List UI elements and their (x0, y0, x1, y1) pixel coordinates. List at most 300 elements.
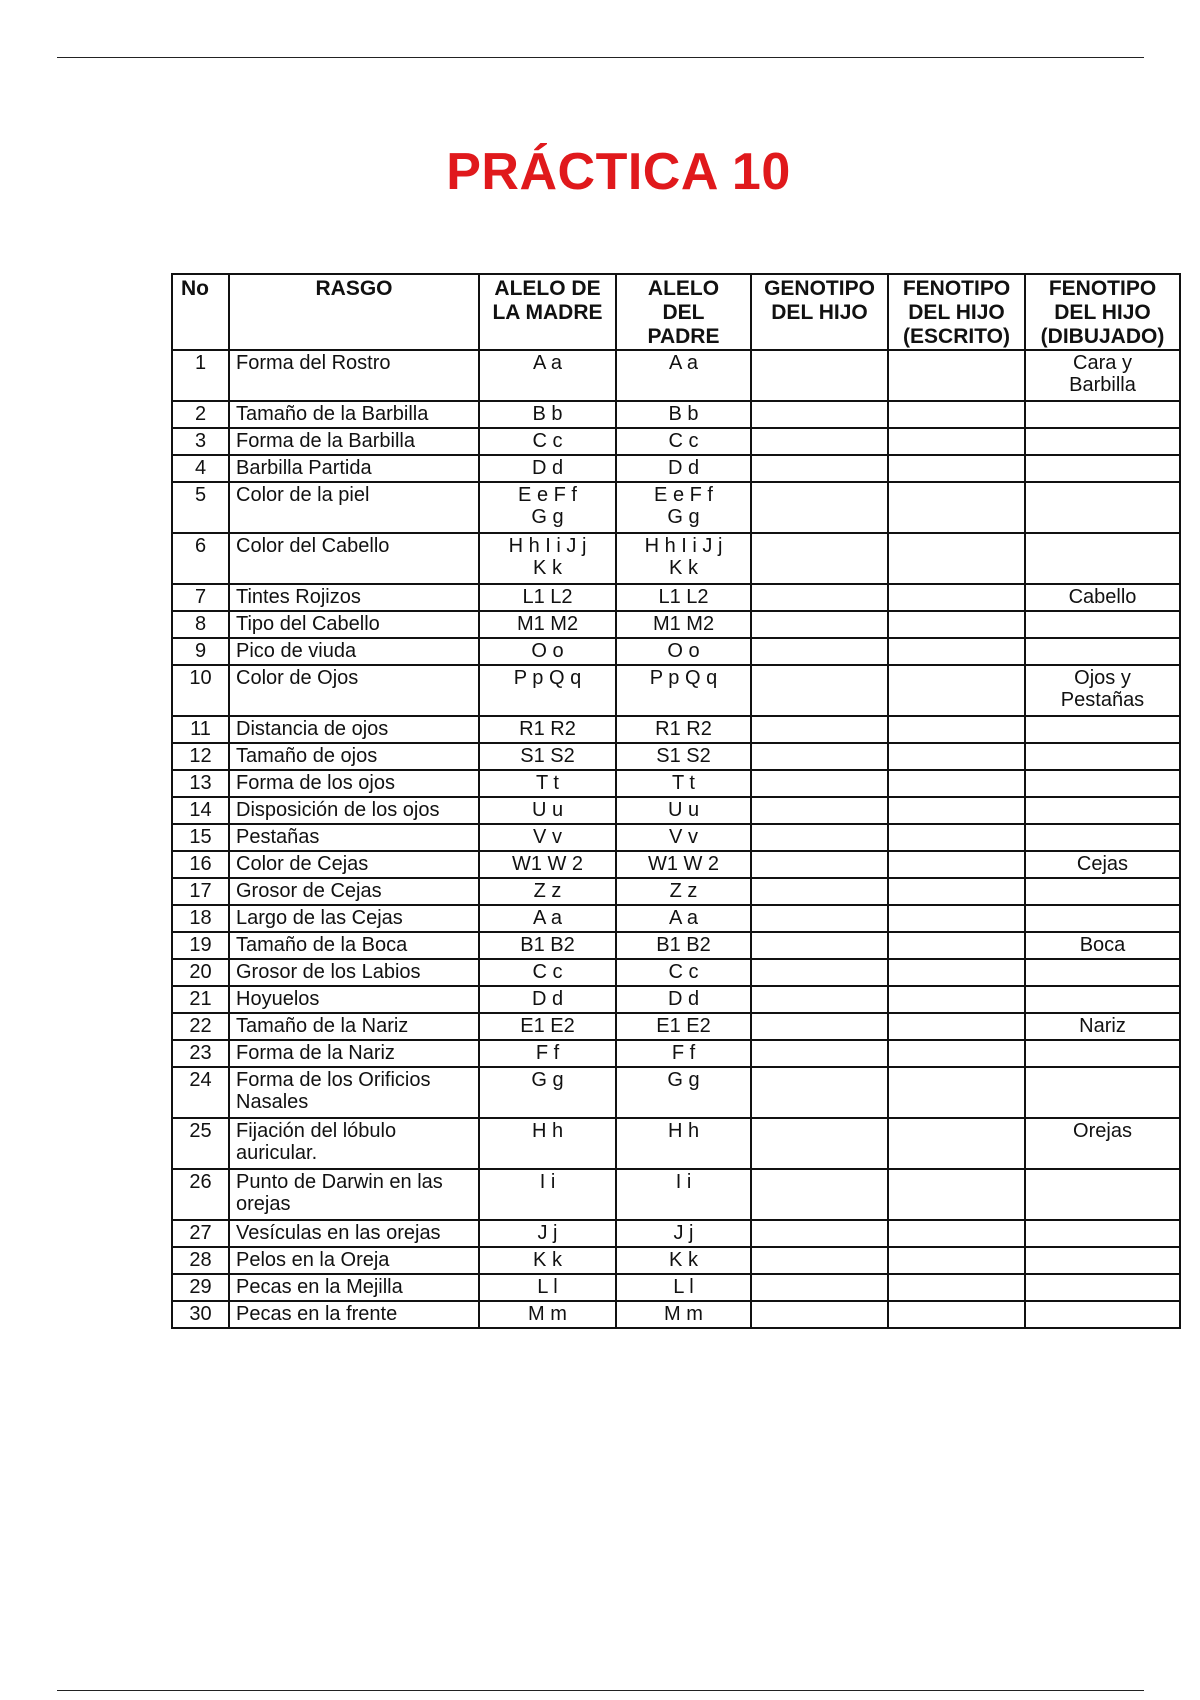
cell-rasgo-line: Fijación del lóbulo (236, 1120, 397, 1142)
cell-no: 9 (172, 638, 229, 665)
cell-rasgo-line: Nasales (236, 1091, 309, 1113)
cell-genotipo (751, 1067, 888, 1118)
table-row (172, 482, 1180, 533)
cell-genotipo (751, 638, 888, 665)
cell-rasgo-line: Pestañas (236, 826, 320, 848)
cell-genotipo (751, 482, 888, 533)
cell-rasgo-line: Color de Cejas (236, 853, 369, 875)
cell-alelo-padre (616, 878, 751, 905)
header-no: No (172, 274, 229, 350)
cell-no: 19 (172, 932, 229, 959)
cell-fenotipo-dibujado-line: Cabello (1068, 586, 1137, 608)
cell-rasgo (229, 1040, 479, 1067)
cell-no: 23 (172, 1040, 229, 1067)
table-row (172, 455, 1180, 482)
cell-rasgo (229, 482, 479, 533)
cell-alelo-padre (616, 1169, 751, 1220)
cell-rasgo (229, 611, 479, 638)
cell-rasgo (229, 665, 479, 716)
cell-alelo-madre-line: A a (533, 907, 562, 929)
cell-alelo-madre (479, 1040, 616, 1067)
cell-alelo-madre-line: K k (533, 1249, 562, 1271)
cell-alelo-padre-line: L1 L2 (658, 586, 709, 608)
cell-fenotipo-escrito (888, 824, 1025, 851)
cell-genotipo (751, 1169, 888, 1220)
cell-rasgo (229, 1169, 479, 1220)
cell-genotipo (751, 401, 888, 428)
cell-rasgo-line: Forma de los ojos (236, 772, 395, 794)
cell-rasgo-line: Forma del Rostro (236, 352, 391, 374)
cell-alelo-padre (616, 959, 751, 986)
cell-alelo-padre (616, 1247, 751, 1274)
cell-alelo-madre (479, 1067, 616, 1118)
cell-alelo-madre (479, 428, 616, 455)
header-line: ALELO (647, 277, 720, 300)
cell-fenotipo-dibujado (1025, 905, 1180, 932)
cell-fenotipo-escrito (888, 1013, 1025, 1040)
cell-alelo-madre-line: B b (532, 403, 563, 425)
cell-no: 30 (172, 1301, 229, 1328)
cell-rasgo (229, 959, 479, 986)
cell-alelo-madre (479, 482, 616, 533)
cell-alelo-padre-line: G g (667, 506, 700, 528)
cell-alelo-madre (479, 743, 616, 770)
table-row (172, 1169, 1180, 1220)
cell-fenotipo-dibujado (1025, 401, 1180, 428)
cell-rasgo (229, 1247, 479, 1274)
cell-alelo-madre-line: D d (531, 988, 564, 1010)
cell-rasgo-line: Tamaño de la Boca (236, 934, 408, 956)
table-row (172, 611, 1180, 638)
cell-fenotipo-escrito (888, 611, 1025, 638)
table-row (172, 665, 1180, 716)
cell-alelo-madre-line: V v (533, 826, 562, 848)
cell-alelo-madre-line: M m (528, 1303, 567, 1325)
cell-alelo-padre (616, 1040, 751, 1067)
cell-alelo-padre-line: S1 S2 (656, 745, 711, 767)
cell-alelo-madre-line: J j (537, 1222, 558, 1244)
cell-no: 5 (172, 482, 229, 533)
cell-alelo-padre (616, 824, 751, 851)
cell-genotipo (751, 1040, 888, 1067)
cell-genotipo (751, 1220, 888, 1247)
cell-alelo-padre (616, 905, 751, 932)
cell-alelo-madre (479, 1247, 616, 1274)
cell-alelo-madre-line: D d (531, 457, 564, 479)
cell-genotipo (751, 584, 888, 611)
header-rasgo: RASGO (229, 274, 479, 350)
cell-no: 15 (172, 824, 229, 851)
cell-alelo-padre (616, 401, 751, 428)
cell-fenotipo-escrito (888, 770, 1025, 797)
cell-alelo-madre (479, 1274, 616, 1301)
cell-no: 2 (172, 401, 229, 428)
cell-alelo-padre-line: L l (673, 1276, 694, 1298)
cell-fenotipo-escrito (888, 401, 1025, 428)
cell-alelo-padre (616, 428, 751, 455)
cell-alelo-madre-line: P p Q q (513, 667, 582, 689)
cell-alelo-madre (479, 1118, 616, 1169)
header-line: PADRE (647, 325, 720, 348)
header-line: (ESCRITO) (903, 325, 1010, 348)
cell-alelo-padre (616, 1220, 751, 1247)
cell-fenotipo-dibujado (1025, 797, 1180, 824)
cell-alelo-padre-line: J j (673, 1222, 694, 1244)
cell-fenotipo-dibujado (1025, 986, 1180, 1013)
cell-rasgo-line: Color de la piel (236, 484, 370, 506)
cell-fenotipo-escrito (888, 584, 1025, 611)
cell-fenotipo-dibujado (1025, 1040, 1180, 1067)
cell-alelo-madre-line: C c (532, 430, 563, 452)
header-line: DEL HIJO (771, 301, 868, 324)
cell-rasgo (229, 851, 479, 878)
cell-genotipo (751, 797, 888, 824)
cell-rasgo-line: Vesículas en las orejas (236, 1222, 441, 1244)
cell-alelo-madre-line: H h (531, 1120, 564, 1142)
cell-rasgo (229, 878, 479, 905)
cell-fenotipo-dibujado-line: Orejas (1073, 1120, 1132, 1142)
header-line: DEL HIJO (1054, 301, 1151, 324)
cell-alelo-madre-line: S1 S2 (520, 745, 575, 767)
header-alelo-padre (616, 274, 751, 350)
table-row (172, 932, 1180, 959)
cell-rasgo-line: Color del Cabello (236, 535, 390, 557)
cell-fenotipo-dibujado (1025, 878, 1180, 905)
cell-alelo-madre-line: B1 B2 (520, 934, 575, 956)
cell-alelo-madre-line: O o (531, 640, 564, 662)
cell-alelo-madre (479, 665, 616, 716)
cell-fenotipo-dibujado (1025, 932, 1180, 959)
cell-fenotipo-escrito (888, 1247, 1025, 1274)
header-line: GENOTIPO (764, 277, 875, 300)
cell-alelo-padre-line: K k (669, 557, 698, 579)
cell-genotipo (751, 533, 888, 584)
cell-fenotipo-escrito (888, 716, 1025, 743)
cell-fenotipo-escrito (888, 533, 1025, 584)
cell-alelo-padre-line: E1 E2 (656, 1015, 711, 1037)
cell-fenotipo-escrito (888, 455, 1025, 482)
cell-fenotipo-dibujado (1025, 584, 1180, 611)
cell-no: 16 (172, 851, 229, 878)
table-row (172, 401, 1180, 428)
cell-fenotipo-escrito (888, 1169, 1025, 1220)
cell-fenotipo-dibujado (1025, 482, 1180, 533)
cell-alelo-padre (616, 986, 751, 1013)
table-row (172, 986, 1180, 1013)
cell-alelo-madre-line: R1 R2 (519, 718, 576, 740)
cell-alelo-madre (479, 1220, 616, 1247)
cell-fenotipo-dibujado (1025, 1169, 1180, 1220)
cell-rasgo-line: Pecas en la frente (236, 1303, 398, 1325)
header-line: DEL (662, 301, 705, 324)
cell-alelo-padre (616, 851, 751, 878)
cell-rasgo-line: Forma de la Nariz (236, 1042, 395, 1064)
cell-fenotipo-dibujado (1025, 824, 1180, 851)
cell-genotipo (751, 455, 888, 482)
cell-rasgo-line: orejas (236, 1193, 291, 1215)
cell-alelo-padre (616, 350, 751, 401)
cell-alelo-padre-line: E e F f (654, 484, 713, 506)
cell-alelo-madre (479, 611, 616, 638)
cell-alelo-madre (479, 716, 616, 743)
cell-genotipo (751, 428, 888, 455)
cell-rasgo-line: Tintes Rojizos (236, 586, 361, 608)
cell-fenotipo-escrito (888, 1220, 1025, 1247)
cell-fenotipo-dibujado (1025, 1067, 1180, 1118)
table-row (172, 824, 1180, 851)
cell-rasgo (229, 1301, 479, 1328)
header-line: ALELO DE (494, 277, 601, 300)
header-line: FENOTIPO (902, 277, 1011, 300)
cell-alelo-madre-line: W1 W 2 (511, 853, 584, 875)
cell-fenotipo-dibujado (1025, 1301, 1180, 1328)
cell-fenotipo-dibujado (1025, 1247, 1180, 1274)
cell-alelo-madre (479, 584, 616, 611)
cell-genotipo (751, 1118, 888, 1169)
cell-fenotipo-dibujado (1025, 611, 1180, 638)
cell-fenotipo-dibujado (1025, 1013, 1180, 1040)
cell-alelo-madre (479, 1013, 616, 1040)
cell-no: 25 (172, 1118, 229, 1169)
cell-alelo-madre (479, 932, 616, 959)
table-row (172, 1301, 1180, 1328)
header-line: (DIBUJADO) (1040, 325, 1165, 348)
cell-no: 13 (172, 770, 229, 797)
cell-fenotipo-escrito (888, 851, 1025, 878)
cell-alelo-madre (479, 350, 616, 401)
cell-rasgo (229, 1118, 479, 1169)
cell-fenotipo-dibujado-line: Cara y (1073, 352, 1132, 374)
cell-alelo-madre-line: H h I i J j (508, 535, 587, 557)
cell-fenotipo-dibujado (1025, 1220, 1180, 1247)
table-row (172, 1040, 1180, 1067)
cell-alelo-padre (616, 1118, 751, 1169)
cell-alelo-padre-line: T t (672, 772, 695, 794)
cell-alelo-padre (616, 770, 751, 797)
cell-rasgo (229, 350, 479, 401)
table-row (172, 638, 1180, 665)
cell-alelo-padre-line: B b (668, 403, 699, 425)
header-fenotipo-escrito (888, 274, 1025, 350)
cell-rasgo (229, 1013, 479, 1040)
cell-no: 11 (172, 716, 229, 743)
cell-rasgo (229, 584, 479, 611)
cell-rasgo (229, 455, 479, 482)
cell-genotipo (751, 350, 888, 401)
cell-rasgo (229, 1220, 479, 1247)
table-row (172, 1013, 1180, 1040)
cell-rasgo (229, 638, 479, 665)
cell-alelo-padre-line: P p Q q (649, 667, 718, 689)
table-row (172, 1247, 1180, 1274)
cell-alelo-padre-line: C c (668, 430, 699, 452)
table-row (172, 716, 1180, 743)
cell-alelo-padre-line: A a (669, 907, 698, 929)
cell-fenotipo-escrito (888, 665, 1025, 716)
cell-rasgo (229, 1274, 479, 1301)
header-genotipo (751, 274, 888, 350)
cell-alelo-madre (479, 905, 616, 932)
cell-fenotipo-escrito (888, 959, 1025, 986)
cell-fenotipo-escrito (888, 1274, 1025, 1301)
header-alelo-madre (479, 274, 616, 350)
cell-rasgo-line: Disposición de los ojos (236, 799, 440, 821)
cell-rasgo-line: Pecas en la Mejilla (236, 1276, 403, 1298)
cell-fenotipo-dibujado (1025, 350, 1180, 401)
table-row (172, 878, 1180, 905)
cell-alelo-padre (616, 638, 751, 665)
cell-alelo-madre (479, 878, 616, 905)
cell-no: 10 (172, 665, 229, 716)
table-row (172, 743, 1180, 770)
cell-alelo-padre-line: M1 M2 (652, 613, 715, 635)
cell-rasgo-line: Tipo del Cabello (236, 613, 380, 635)
cell-rasgo-line: Tamaño de ojos (236, 745, 378, 767)
cell-rasgo (229, 932, 479, 959)
cell-fenotipo-dibujado-line: Barbilla (1069, 374, 1136, 396)
cell-fenotipo-dibujado-line: Ojos y (1074, 667, 1131, 689)
cell-rasgo-line: Largo de las Cejas (236, 907, 403, 929)
cell-fenotipo-escrito (888, 1301, 1025, 1328)
cell-alelo-padre-line: R1 R2 (655, 718, 712, 740)
cell-alelo-madre (479, 1301, 616, 1328)
cell-alelo-madre-line: G g (531, 1069, 564, 1091)
cell-fenotipo-dibujado (1025, 770, 1180, 797)
cell-fenotipo-dibujado (1025, 959, 1180, 986)
cell-alelo-padre-line: V v (669, 826, 698, 848)
cell-alelo-padre-line: O o (667, 640, 700, 662)
table-row (172, 428, 1180, 455)
cell-genotipo (751, 986, 888, 1013)
cell-alelo-padre-line: C c (668, 961, 699, 983)
cell-genotipo (751, 878, 888, 905)
cell-alelo-padre-line: W1 W 2 (647, 853, 720, 875)
cell-no: 7 (172, 584, 229, 611)
cell-alelo-madre-line: A a (533, 352, 562, 374)
table-row (172, 797, 1180, 824)
cell-alelo-madre (479, 959, 616, 986)
cell-fenotipo-dibujado-line: Pestañas (1060, 689, 1145, 711)
cell-alelo-padre-line: U u (667, 799, 700, 821)
cell-alelo-madre (479, 533, 616, 584)
cell-alelo-padre (616, 716, 751, 743)
cell-alelo-padre (616, 455, 751, 482)
cell-alelo-padre-line: D d (667, 988, 700, 1010)
cell-alelo-padre (616, 665, 751, 716)
cell-fenotipo-escrito (888, 905, 1025, 932)
cell-fenotipo-escrito (888, 743, 1025, 770)
cell-alelo-padre-line: I i (675, 1171, 692, 1193)
cell-genotipo (751, 743, 888, 770)
cell-rasgo-line: Hoyuelos (236, 988, 320, 1010)
cell-fenotipo-dibujado-line: Boca (1079, 934, 1126, 956)
top-rule (57, 57, 1144, 58)
cell-alelo-padre (616, 1013, 751, 1040)
table-row (172, 770, 1180, 797)
table-row (172, 350, 1180, 401)
cell-fenotipo-escrito (888, 482, 1025, 533)
cell-no: 20 (172, 959, 229, 986)
cell-rasgo (229, 905, 479, 932)
cell-alelo-padre-line: H h (667, 1120, 700, 1142)
cell-alelo-padre-line: Z z (669, 880, 698, 902)
cell-fenotipo-escrito (888, 1067, 1025, 1118)
cell-alelo-padre (616, 584, 751, 611)
cell-rasgo-line: Pelos en la Oreja (236, 1249, 390, 1271)
cell-fenotipo-dibujado (1025, 1118, 1180, 1169)
cell-alelo-padre (616, 1067, 751, 1118)
cell-genotipo (751, 1274, 888, 1301)
cell-genotipo (751, 824, 888, 851)
cell-genotipo (751, 905, 888, 932)
cell-rasgo-line: Color de Ojos (236, 667, 359, 689)
cell-alelo-padre-line: D d (667, 457, 700, 479)
cell-rasgo (229, 797, 479, 824)
cell-fenotipo-dibujado (1025, 455, 1180, 482)
cell-fenotipo-escrito (888, 932, 1025, 959)
header-fenotipo-dibujado (1025, 274, 1180, 350)
cell-fenotipo-escrito (888, 428, 1025, 455)
cell-alelo-padre (616, 611, 751, 638)
cell-no: 1 (172, 350, 229, 401)
table-header-row (172, 274, 1180, 350)
cell-alelo-padre (616, 797, 751, 824)
cell-alelo-padre-line: H h I i J j (644, 535, 723, 557)
cell-alelo-padre-line: A a (669, 352, 698, 374)
cell-alelo-madre (479, 401, 616, 428)
cell-genotipo (751, 851, 888, 878)
table-row (172, 959, 1180, 986)
cell-fenotipo-dibujado-line: Nariz (1079, 1015, 1126, 1037)
cell-alelo-padre-line: M m (664, 1303, 703, 1325)
cell-rasgo (229, 1067, 479, 1118)
cell-rasgo (229, 743, 479, 770)
cell-fenotipo-escrito (888, 1118, 1025, 1169)
header-line: FENOTIPO (1048, 277, 1157, 300)
table-row (172, 1067, 1180, 1118)
cell-alelo-madre-line: L l (537, 1276, 558, 1298)
cell-fenotipo-escrito (888, 986, 1025, 1013)
cell-no: 26 (172, 1169, 229, 1220)
cell-rasgo (229, 986, 479, 1013)
cell-rasgo (229, 824, 479, 851)
cell-no: 27 (172, 1220, 229, 1247)
cell-alelo-madre (479, 455, 616, 482)
cell-alelo-padre-line: F f (671, 1042, 696, 1064)
cell-alelo-madre-line: G g (531, 506, 564, 528)
traits-table (171, 273, 1181, 1329)
cell-rasgo-line: Tamaño de la Nariz (236, 1015, 409, 1037)
cell-alelo-madre-line: U u (531, 799, 564, 821)
cell-rasgo (229, 428, 479, 455)
cell-rasgo-line: Pico de viuda (236, 640, 357, 662)
cell-no: 8 (172, 611, 229, 638)
table-row (172, 905, 1180, 932)
cell-rasgo-line: Barbilla Partida (236, 457, 372, 479)
cell-alelo-madre-line: M1 M2 (516, 613, 579, 635)
cell-no: 29 (172, 1274, 229, 1301)
cell-genotipo (751, 932, 888, 959)
cell-rasgo-line: Tamaño de la Barbilla (236, 403, 429, 425)
cell-no: 4 (172, 455, 229, 482)
table-row (172, 584, 1180, 611)
cell-alelo-madre (479, 797, 616, 824)
cell-fenotipo-dibujado (1025, 533, 1180, 584)
cell-alelo-padre (616, 533, 751, 584)
cell-fenotipo-dibujado (1025, 743, 1180, 770)
bottom-rule (57, 1690, 1144, 1691)
cell-no: 17 (172, 878, 229, 905)
